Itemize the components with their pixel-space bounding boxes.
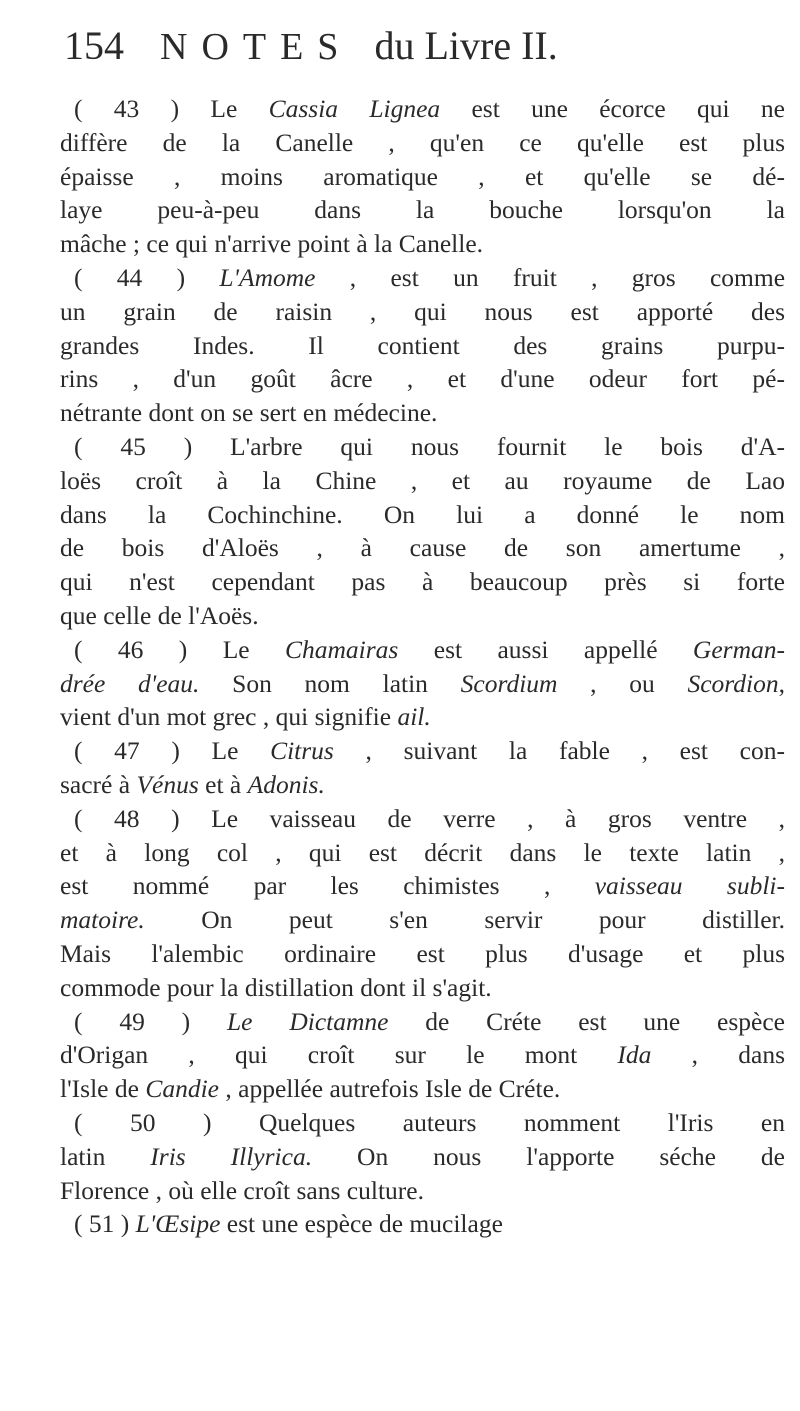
- text-run: On peut s'en servir pour distiller.: [144, 905, 785, 935]
- note-45: [60, 430, 785, 633]
- text-run: loës croît à la Chine , et au royaume de Lao: [60, 465, 785, 495]
- text-run: un grain de raisin , qui nous est apporté des: [60, 296, 785, 326]
- text-run: , suivant la fable , est con-: [333, 736, 785, 766]
- note-line: [60, 430, 785, 464]
- note-line: [60, 633, 785, 667]
- note-50: [60, 1106, 785, 1207]
- text-run: latin: [60, 1141, 151, 1171]
- note-line: [60, 160, 785, 194]
- note-line: [60, 700, 785, 734]
- text-run: épaisse , moins aromatique , et qu'elle se dé-: [60, 161, 785, 191]
- page-header: [64, 18, 784, 74]
- text-run: , ou: [557, 668, 688, 698]
- text-run: ( 50 ) Quelques auteurs nomment l'Iris en: [74, 1107, 785, 1137]
- text-run: rins , d'un goût âcre , et d'une odeur fort pé-: [60, 364, 785, 394]
- note-line: [60, 667, 785, 701]
- text-run: grandes Indes. Il contient des grains purpu-: [60, 330, 785, 360]
- text-run: de bois d'Aloës , à cause de son amertume ,: [60, 533, 785, 563]
- note-line: [60, 1207, 785, 1241]
- note-line: [60, 1005, 785, 1039]
- note-line: [60, 599, 785, 633]
- italic-term: Vénus: [136, 769, 199, 799]
- note-43: [60, 92, 785, 261]
- note-line: [60, 261, 785, 295]
- italic-term: Cassia Lignea: [268, 94, 441, 123]
- notes-body: [60, 92, 785, 1241]
- page-number: 154: [64, 23, 124, 68]
- text-run: mâche ; ce qui n'arrive point à la Canelle.: [60, 229, 484, 259]
- italic-term: Iris Illyrica.: [150, 1141, 313, 1171]
- note-line: [60, 768, 785, 802]
- note-line: [60, 1140, 785, 1174]
- note-line: [60, 937, 785, 971]
- note-line: [60, 903, 785, 937]
- italic-term: drée d'eau.: [60, 668, 200, 698]
- text-run: , appellée autrefois Isle de Créte.: [219, 1074, 561, 1104]
- note-line: [60, 498, 785, 532]
- note-line: [60, 734, 785, 768]
- text-run: de Créte est une espèce: [388, 1006, 785, 1036]
- text-run: ,: [778, 668, 785, 698]
- note-51: [60, 1207, 785, 1241]
- italic-term: matoire.: [60, 905, 145, 935]
- text-run: ( 44 ): [74, 262, 220, 292]
- text-run: Son nom latin: [199, 668, 461, 698]
- note-line: [60, 227, 785, 261]
- text-run: est une écorce qui ne: [440, 94, 785, 123]
- text-run: sacré à: [60, 769, 137, 799]
- text-run: d'Origan , qui croît sur le mont: [60, 1040, 618, 1070]
- note-line: [60, 193, 785, 227]
- note-line: [60, 836, 785, 870]
- text-run: dans la Cochinchine. On lui a donné le nom: [60, 499, 785, 529]
- note-48: [60, 802, 785, 1005]
- note-line: [60, 362, 785, 396]
- running-title-rest: du Livre II.: [374, 23, 558, 68]
- text-run: l'Isle de: [60, 1074, 146, 1104]
- note-line: [60, 971, 785, 1005]
- note-line: [60, 1072, 785, 1106]
- text-run: est nommé par les chimistes ,: [60, 871, 595, 901]
- text-run: et à: [198, 769, 248, 799]
- italic-term: Candie: [145, 1074, 219, 1104]
- note-line: [60, 1106, 785, 1140]
- note-line: [60, 295, 785, 329]
- note-44: [60, 261, 785, 430]
- note-line: [60, 565, 785, 599]
- italic-term: vaisseau subli-: [594, 871, 785, 901]
- italic-term: ail.: [397, 702, 431, 732]
- note-line: [60, 329, 785, 363]
- italic-term: Le Dictamne: [226, 1006, 389, 1036]
- text-run: , est un fruit , gros comme: [315, 262, 786, 292]
- text-run: ( 43 ) Le: [74, 94, 269, 123]
- text-run: qui n'est cependant pas à beaucoup près si forte: [60, 567, 785, 597]
- note-line: [60, 126, 785, 160]
- text-run: ( 45 ) L'arbre qui nous fournit le bois d'A-: [74, 431, 785, 461]
- text-run: Florence , où elle croît sans culture.: [60, 1175, 424, 1205]
- italic-term: L'Amome: [219, 262, 316, 292]
- note-line: [60, 531, 785, 565]
- note-line: [60, 1038, 785, 1072]
- text-run: est une espèce de mucilage: [220, 1209, 503, 1239]
- text-run: ( 49 ): [74, 1006, 227, 1036]
- text-run: diffère de la Canelle , qu'en ce qu'elle est plus: [60, 127, 785, 157]
- note-47: [60, 734, 785, 802]
- text-run: nétrante dont on se sert en médecine.: [60, 398, 438, 428]
- note-49: [60, 1005, 785, 1106]
- text-run: ( 48 ) Le vaisseau de verre , à gros ventre ,: [74, 803, 785, 833]
- italic-term: German-: [692, 634, 785, 664]
- note-line: [60, 92, 785, 126]
- text-run: laye peu-à-peu dans la bouche lorsqu'on la: [60, 195, 785, 225]
- note-line: [60, 869, 785, 903]
- italic-term: Scordium: [460, 668, 558, 698]
- text-run: ( 51 ): [74, 1209, 136, 1239]
- italic-term: Adonis.: [247, 769, 325, 799]
- italic-term: L'Œsipe: [135, 1209, 221, 1239]
- italic-term: Ida: [617, 1040, 652, 1070]
- text-run: , dans: [651, 1040, 785, 1070]
- italic-term: Scordion: [687, 668, 779, 698]
- text-run: On nous l'apporte séche de: [312, 1141, 786, 1171]
- text-run: vient d'un mot grec , qui signifie: [60, 702, 398, 732]
- italic-term: Chamairas: [285, 634, 399, 664]
- note-line: [60, 464, 785, 498]
- text-run: est aussi appellé: [398, 634, 693, 664]
- running-title-caps: NOTES: [160, 26, 353, 68]
- text-run: ( 47 ) Le: [74, 736, 271, 766]
- note-line: [60, 1174, 785, 1208]
- text-run: et à long col , qui est décrit dans le texte latin ,: [60, 837, 785, 867]
- text-run: que celle de l'Aoës.: [60, 600, 259, 630]
- text-run: ( 46 ) Le: [74, 634, 285, 664]
- italic-term: Citrus: [270, 736, 334, 766]
- note-line: [60, 396, 785, 430]
- text-run: commode pour la distillation dont il s'agit.: [60, 972, 492, 1002]
- note-46: [60, 633, 785, 734]
- text-run: Mais l'alembic ordinaire est plus d'usage et plus: [60, 938, 785, 968]
- note-line: [60, 802, 785, 836]
